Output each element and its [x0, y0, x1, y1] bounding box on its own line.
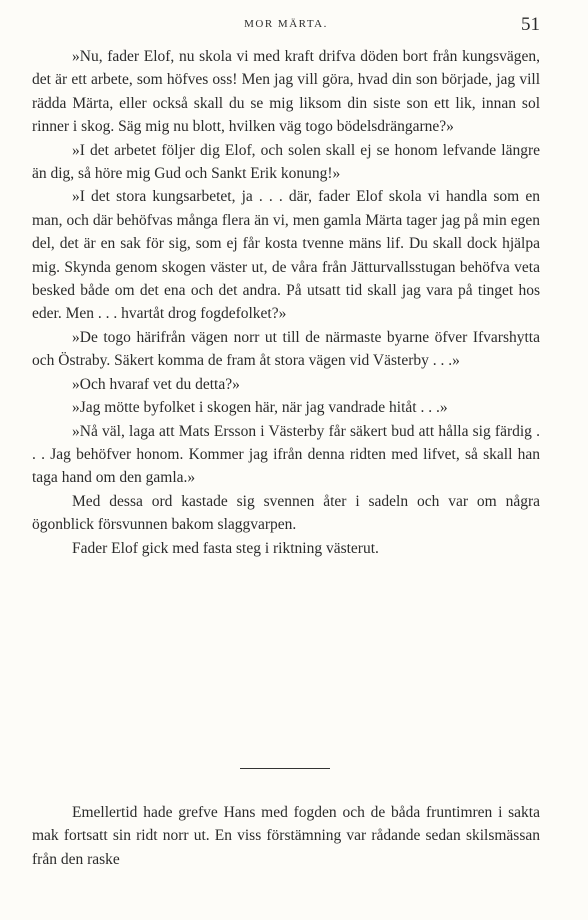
- section-divider: [240, 768, 330, 769]
- paragraph: »Jag mötte byfolket i skogen här, när jag vandrade hitåt . . .»: [72, 399, 448, 417]
- paragraph: »I det arbetet följer dig Elof, och solen skall ej se honom lefvande längre än dig, så höre mig Gud och Sankt Erik konung!»: [32, 141, 540, 183]
- main-text: [32, 45, 540, 560]
- paragraph: Emellertid hade grefve Hans med fogden och de båda fruntimren i sakta mak fortsatt sin ridt norr ut. En viss förstämning var rådande sedan skilsmässan från den raske: [32, 804, 540, 868]
- page-header: [32, 14, 540, 36]
- paragraph: Med dessa ord kastade sig svennen åter i sadeln och var om några ögonblick försvunnen bakom slaggvarpen.: [32, 492, 540, 534]
- continued-text: [32, 801, 540, 871]
- paragraph: »De togo härifrån vägen norr ut till de närmaste byarne öfver Ifvarshytta och Östraby. Säkert komma de fram åt stora vägen vid Västerby . . .»: [32, 328, 540, 370]
- paragraph: »I det stora kungsarbetet, ja . . . där, fader Elof skola vi handla som en man, och där behöfvas många flera än vi, men gamla Märta tager jag på min egen del, det är en sak för sig, som ej får kosta tvenne mäns lif. Du skall dock hjälpa mig. Skynda genom skogen väster ut, de våra från Jätturvallsstugan behöfva veta besked både om det ena och det andra. På utsatt tid skall jag vara på tinget hos eder. Men . . . hvartåt drog fogdefolket?»: [32, 188, 540, 323]
- running-title: MOR MÄRTA.: [244, 18, 328, 30]
- paragraph: »Nu, fader Elof, nu skola vi med kraft drifva döden bort från kungsvägen, det är ett arbete, som höfves oss! Men jag vill göra, hvad din son började, jag vill rädda Märta, eller också skall du se mig liksom din siste son ett lik, innan sol rinner i skog. Säg mig nu blott, hvilken väg togo bödelsdrängarne?»: [32, 48, 540, 136]
- paragraph: Fader Elof gick med fasta steg i riktning västerut.: [72, 539, 379, 557]
- paragraph: »Nå väl, laga att Mats Ersson i Västerby får säkert bud att hålla sig färdig . . . Jag behöfver honom. Kommer jag ifrån denna ridten med lifvet, så skall han taga hand om den gamla.»: [32, 422, 540, 487]
- page-number: 51: [521, 14, 540, 35]
- paragraph: »Och hvaraf vet du detta?»: [72, 375, 240, 393]
